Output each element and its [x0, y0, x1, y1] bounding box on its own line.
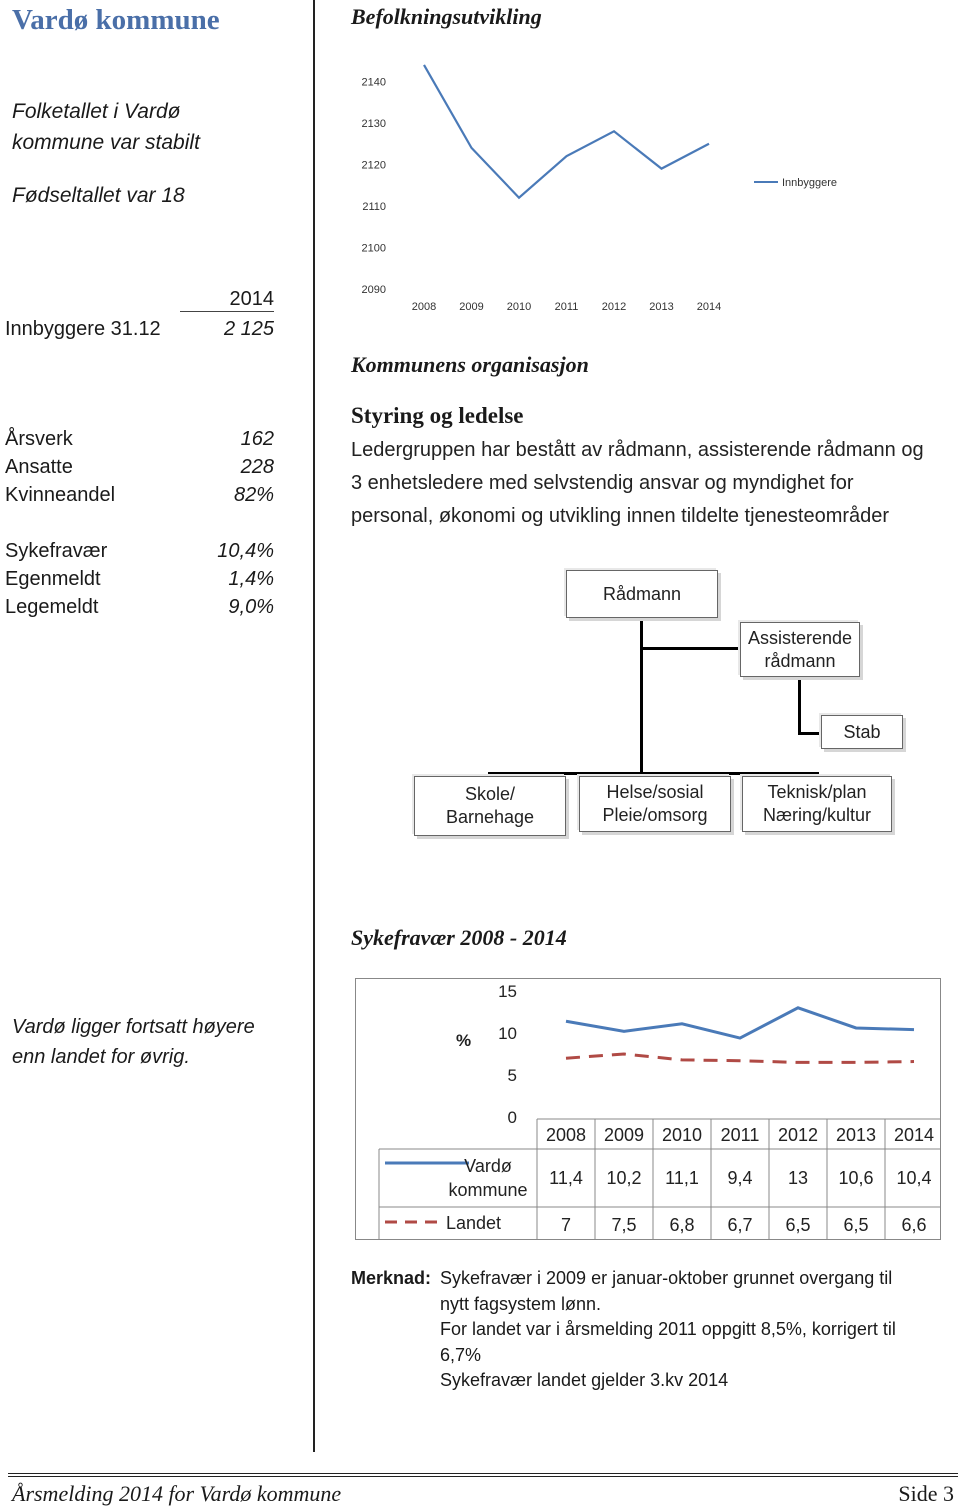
series-line-landet: [566, 1054, 914, 1062]
connector-line: [640, 647, 741, 650]
table-header-year: 2010: [661, 1125, 703, 1145]
legend-label-innbyggere: Innbyggere: [782, 177, 838, 189]
stat-label: Legemeldt: [5, 596, 99, 618]
governance-body: [351, 434, 924, 533]
section-title-organisation: Kommunens organisasjon: [351, 352, 589, 377]
year-header: 2014: [229, 288, 274, 310]
legend-label-vardo-line1: Vardø: [464, 1156, 512, 1176]
org-label: rådmann: [764, 650, 836, 671]
y-tick-label: 2140: [361, 76, 386, 89]
org-label: Helse/sosial: [606, 782, 704, 802]
y-axis-label: %: [456, 1031, 472, 1050]
inhabitants-label: Innbyggere 31.12: [5, 318, 161, 340]
table-header-year: 2013: [835, 1125, 877, 1145]
year-underline: [180, 311, 274, 312]
remark-line: For landet var i årsmelding 2011 oppgitt 8,5%, korrigert til: [440, 1319, 896, 1339]
stat-label: Årsverk: [5, 428, 73, 450]
stat-label: Kvinneandel: [5, 484, 116, 506]
series-line-innbyggere: [424, 65, 709, 198]
table-header-year: 2012: [777, 1125, 819, 1145]
y-tick-label: 2100: [361, 242, 386, 255]
y-tick-label: 2130: [361, 118, 386, 130]
footer-rule: [8, 1476, 958, 1477]
org-box-assisterende-radmann: [740, 622, 860, 677]
table-cell-vardo: 10,4: [896, 1168, 932, 1188]
x-tick-label: 2013: [649, 301, 674, 313]
table-cell-landet: 7: [560, 1215, 572, 1235]
table-cell-landet: 7,5: [611, 1215, 637, 1235]
x-tick-label: 2014: [696, 301, 722, 313]
org-label: Skole/: [464, 784, 515, 804]
y-tick-label: 2110: [362, 201, 386, 213]
table-cell-landet: 6,7: [727, 1215, 753, 1235]
y-tick-label: 2090: [361, 284, 386, 296]
connector-line: [798, 677, 801, 734]
x-tick-label: 2009: [459, 301, 484, 313]
birth-count-text: Fødseltallet var 18: [12, 184, 185, 207]
table-header-year: 2008: [545, 1125, 587, 1145]
remark-line: nytt fagsystem lønn.: [440, 1293, 602, 1314]
sickleave-chart: [355, 978, 941, 1240]
org-box-stab: [821, 715, 903, 749]
stat-value: 228: [240, 456, 274, 478]
org-label: Barnehage: [445, 807, 535, 827]
table-cell-landet: 6,8: [669, 1215, 695, 1235]
org-label: Assisterende: [747, 627, 853, 648]
org-label: Rådmann: [602, 583, 682, 604]
org-box-skole-barnehage: [414, 776, 566, 836]
population-stable-text: [12, 96, 200, 158]
org-box-radmann: [566, 570, 718, 618]
remark-line: Sykefravær i 2009 er januar-oktober grunnet overgang til: [440, 1268, 893, 1288]
org-box-teknisk-naering: [742, 776, 892, 832]
y-tick-label: 10: [498, 1024, 517, 1043]
x-tick-label: 2012: [601, 301, 627, 313]
table-cell-landet: 6,6: [901, 1215, 927, 1235]
table-header-year: 2011: [720, 1125, 760, 1145]
y-axis-ticks: [362, 77, 386, 297]
y-axis-ticks: [498, 982, 517, 1127]
stat-label: Sykefravær: [5, 540, 108, 562]
legend-label-landet: Landet: [446, 1213, 502, 1233]
remark-line: 6,7%: [440, 1344, 482, 1365]
text-line: kommune var stabilt: [12, 131, 200, 154]
y-tick-label: 5: [507, 1066, 517, 1085]
remark-line: Sykefravær landet gjelder 3.kv 2014: [440, 1370, 729, 1390]
x-axis-ticks: [412, 301, 721, 313]
stat-label: Ansatte: [5, 456, 73, 478]
column-divider: [313, 0, 315, 1452]
section-title-population: Befolkningsutvikling: [351, 4, 542, 29]
org-label: Stab: [843, 721, 881, 742]
stat-label: Egenmeldt: [5, 568, 101, 590]
stat-value: 9,0%: [228, 596, 274, 618]
table-cell-vardo: 11,1: [665, 1168, 699, 1188]
table-header-year: 2009: [603, 1125, 645, 1145]
x-tick-label: 2011: [554, 301, 579, 313]
section-title-sickleave: Sykefravær 2008 - 2014: [351, 925, 567, 950]
stat-value: 82%: [233, 484, 274, 506]
org-label: Næring/kultur: [762, 805, 872, 825]
footer-page-number: Side 3: [898, 1481, 954, 1506]
legend-label-vardo-line2: kommune: [448, 1180, 528, 1200]
table-cell-vardo: 9,4: [727, 1168, 753, 1188]
text-line: 3 enhetsledere med selvstendig ansvar og myndighet for: [351, 472, 854, 494]
connector-line: [640, 616, 643, 773]
stat-value: 10,4%: [217, 540, 274, 562]
y-tick-label: 0: [507, 1108, 517, 1127]
y-tick-label: 2120: [361, 159, 386, 172]
table-cell-vardo: 10,2: [606, 1168, 642, 1188]
page-title: Vardø kommune: [12, 4, 220, 36]
org-box-helse-pleie: [579, 776, 731, 832]
x-tick-label: 2008: [411, 301, 437, 313]
text-line: personal, økonomi og utvikling innen tildelte tjenesteområder: [351, 505, 890, 527]
x-tick-label: 2010: [506, 301, 532, 313]
table-header-year: 2014: [893, 1125, 935, 1145]
subtitle-governance: Styring og ledelse: [351, 403, 524, 428]
footer-rule: [8, 1473, 958, 1474]
org-label: Pleie/omsorg: [602, 805, 708, 825]
series-line-vardo: [566, 1008, 914, 1038]
population-chart: [340, 40, 880, 320]
text-line: Ledergruppen har bestått av rådmann, assisterende rådmann og: [351, 439, 924, 461]
stat-value: 162: [240, 428, 274, 450]
inhabitants-value: 2 125: [223, 318, 274, 340]
table-cell-vardo: 13: [787, 1168, 809, 1188]
table-cell-landet: 6,5: [785, 1215, 811, 1235]
connector-line: [798, 732, 823, 735]
stat-value: 1,4%: [228, 568, 274, 590]
footer-report-title: Årsmelding 2014 for Vardø kommune: [12, 1481, 342, 1506]
y-tick-label: 15: [498, 982, 517, 1001]
remark-label: Merknad:: [351, 1268, 432, 1288]
org-label: Teknisk/plan: [767, 782, 867, 802]
table-cell-vardo: 11,4: [549, 1168, 583, 1188]
text-line: enn landet for øvrig.: [12, 1046, 190, 1068]
table-cell-vardo: 10,6: [838, 1168, 874, 1188]
sickleave-note-sidebar: [12, 1012, 255, 1072]
table-cell-landet: 6,5: [843, 1215, 869, 1235]
text-line: Folketallet i Vardø: [12, 100, 181, 123]
connector-line: [488, 772, 819, 775]
text-line: Vardø ligger fortsatt høyere: [12, 1016, 255, 1038]
